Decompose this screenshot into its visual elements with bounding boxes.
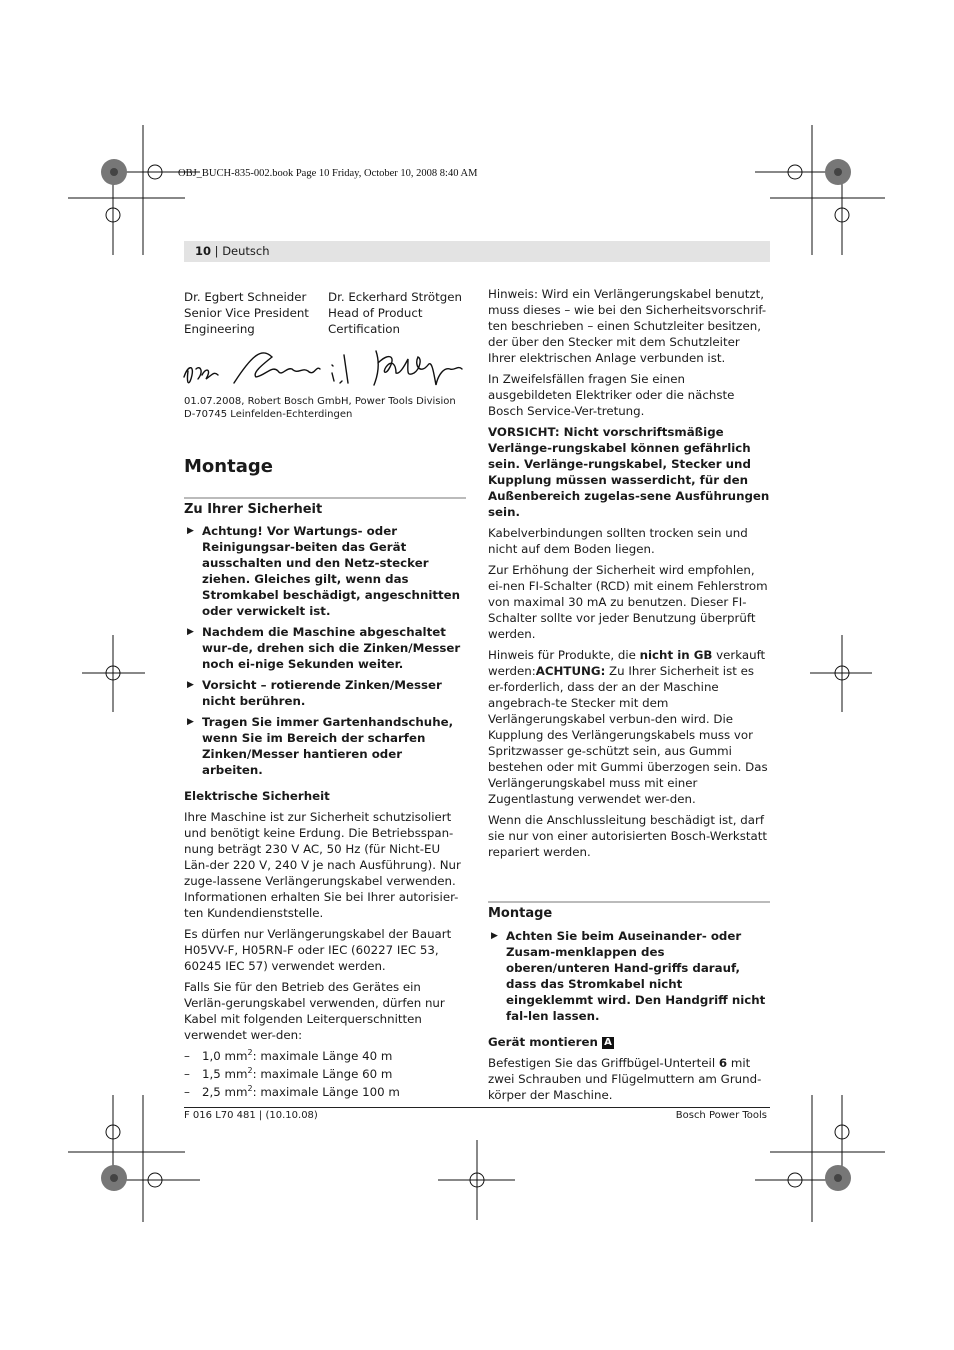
paragraph: Hinweis für Produkte, die nicht in GB verkauft werden:ACHTUNG: Zu Ihrer Sicherheit ist es er-forderlich, dass der an der Maschine angebrach-te Stecker mit dem Verlängerungskabel verbun-den wird. Die Kupplung des Verlängerungskabels muss vor Spritzwasser ge-schützt sein, aus Gummi bestehen oder mit Gummi überzogen sein. Das Verlängerungskabel muss mit einer Zugentlastung verwendet wer-den. bbox=[488, 648, 768, 806]
heading-safety: Zu Ihrer Sicherheit bbox=[184, 502, 323, 517]
heading-electrical-safety: Elektrische Sicherheit bbox=[184, 789, 330, 803]
footer-doc-id: F 016 L70 481 | (10.10.08) bbox=[184, 1110, 318, 1121]
bullet-arrow-icon: ▶ bbox=[187, 717, 194, 727]
signatory-right-title1: Head of Product bbox=[328, 306, 423, 320]
signatory-left-title1: Senior Vice President bbox=[184, 306, 309, 320]
safety-bullet: ▶ Tragen Sie immer Gartenhandschuhe, wenn Sie im Bereich der scharfen Zinken/Messer hantieren oder arbeiten. bbox=[187, 715, 454, 777]
paragraph: Zur Erhöhung der Sicherheit wird empfohlen, ei-nen FI-Schalter (RCD) mit einem Fehlerstrom von maximal 30 mA zu benutzen. Dieser FI-Schalter sollte vor jeder Benutzung überprüft werden. bbox=[488, 563, 768, 641]
signatory-left-title2: Engineering bbox=[184, 322, 255, 336]
safety-bullet: ▶ Nachdem die Maschine abgeschaltet wur-de, drehen sich die Zinken/Messer noch ei-nige Sekunden weiter. bbox=[187, 625, 461, 671]
bullet-arrow-icon: ▶ bbox=[187, 680, 194, 690]
paragraph: Kabelverbindungen sollten trocken sein und nicht auf dem Boden liegen. bbox=[488, 526, 748, 556]
cable-spec-item: – 2,5 $mm^2$: maximale Länge 100 m bbox=[184, 1084, 400, 1099]
montage-body bbox=[488, 928, 770, 1108]
warning-paragraph: VORSICHT: Nicht vorschriftsmäßige Verlänge-rungskabel können gefährlich sein. Verlänge-rungskabel, Stecker und Kupplung müssen wasserdicht, für den Außenbereich zugelas-sene Ausführungen sein. bbox=[488, 425, 770, 519]
section-rule bbox=[488, 901, 770, 903]
cable-spec-item: – 1,5 $mm^2$: maximale Länge 60 m bbox=[184, 1066, 393, 1081]
signature-place-date bbox=[184, 396, 474, 421]
paragraph: In Zweifelsfällen fragen Sie einen ausgebildeten Elektriker oder die nächste Bosch Service-Ver-tretung. bbox=[488, 372, 735, 418]
footer-brand: Bosch Power Tools bbox=[675, 1110, 767, 1121]
bullet-arrow-icon: ▶ bbox=[187, 526, 194, 536]
heading-montage: Montage bbox=[488, 906, 553, 921]
signatory-right-title2: Certification bbox=[328, 322, 400, 336]
section-rule bbox=[184, 497, 466, 499]
heading-geraet-montieren: Gerät montieren A bbox=[488, 1034, 770, 1050]
safety-bullet: ▶ Vorsicht – rotierende Zinken/Messer nicht berühren. bbox=[187, 678, 442, 708]
paragraph: Hinweis: Wird ein Verlängerungskabel benutzt, muss dieses – wie bei den Sicherheitsvorschrif-ten beschrieben – einen Schutzleiter besitzen, der über den Stecker mit dem Schutzleiter Ihrer elektrischen Anlage verbunden ist. bbox=[488, 287, 767, 365]
safety-bullet: ▶ Achtung! Vor Wartungs- oder Reinigungsar-beiten das Gerät ausschalten und den Netz-stecker ziehen. Gleiches gilt, wenn das Stromkabel beschädigt, angeschnitten oder verwickelt ist. bbox=[187, 524, 461, 618]
bullet-arrow-icon: ▶ bbox=[491, 931, 498, 941]
signatory-right bbox=[328, 289, 473, 337]
figure-label-a: A bbox=[602, 1037, 614, 1049]
date-line: 01.07.2008, Robert Bosch GmbH, Power Tools Division bbox=[184, 396, 456, 407]
page-header bbox=[184, 241, 770, 262]
header-section: | Deutsch bbox=[211, 244, 270, 258]
section-title-montage: Montage bbox=[184, 456, 273, 477]
signatory-left bbox=[184, 289, 324, 337]
book-slug: OBJ_BUCH-835-002.book Page 10 Friday, October 10, 2008 8:40 AM bbox=[178, 168, 478, 179]
footer-rule bbox=[184, 1107, 770, 1108]
paragraph: Falls Sie für den Betrieb des Gerätes ein Verlän-gerungskabel verwenden, dürfen nur Kabel mit folgenden Leiterquerschnitten verwendet wer-den: bbox=[184, 980, 445, 1042]
right-column-body bbox=[488, 286, 770, 865]
cable-spec-item: – 1,0 $mm^2$: maximale Länge 40 m bbox=[184, 1048, 393, 1063]
signatory-left-name: Dr. Egbert Schneider bbox=[184, 290, 307, 304]
paragraph: Wenn die Anschlussleitung beschädigt ist, darf sie nur von einer autorisierten Bosch-Werkstatt repariert werden. bbox=[488, 813, 767, 859]
address-line: D-70745 Leinfelden-Echterdingen bbox=[184, 408, 353, 420]
paragraph: Befestigen Sie das Griffbügel-Unterteil 6 mit zwei Schrauben und Flügelmuttern am Grund-körper der Maschine. bbox=[488, 1056, 762, 1102]
paragraph: Ihre Maschine ist zur Sicherheit schutzisoliert und benötigt keine Erdung. Die Betriebsspan-nung beträgt 230 V AC, 50 Hz (für Nicht-EU Län-der 220 V, 240 V je nach Ausführung). Nur zuge-lassene Verlängerungskabel verwenden. Informationen erhalten Sie bei Ihrer autorisier-ten Kundendienststelle. bbox=[184, 810, 461, 920]
signatory-right-name: Dr. Eckerhard Strötgen bbox=[328, 290, 462, 304]
left-column-body bbox=[184, 523, 466, 1102]
paragraph: Es dürfen nur Verlängerungskabel der Bauart H05VV-F, H05RN-F oder IEC (60227 IEC 53, 60245 IEC 57) verwendet werden. bbox=[184, 927, 452, 973]
montage-bullet: ▶ Achten Sie beim Auseinander- oder Zusam-menklappen des oberen/unteren Hand-griffs darauf, dass das Stromkabel nicht eingeklemmt wird. Den Handgriff nicht fal-len lassen. bbox=[491, 929, 766, 1023]
page-number: 10 bbox=[195, 244, 212, 258]
bullet-arrow-icon: ▶ bbox=[187, 627, 194, 637]
signatures bbox=[182, 345, 472, 393]
